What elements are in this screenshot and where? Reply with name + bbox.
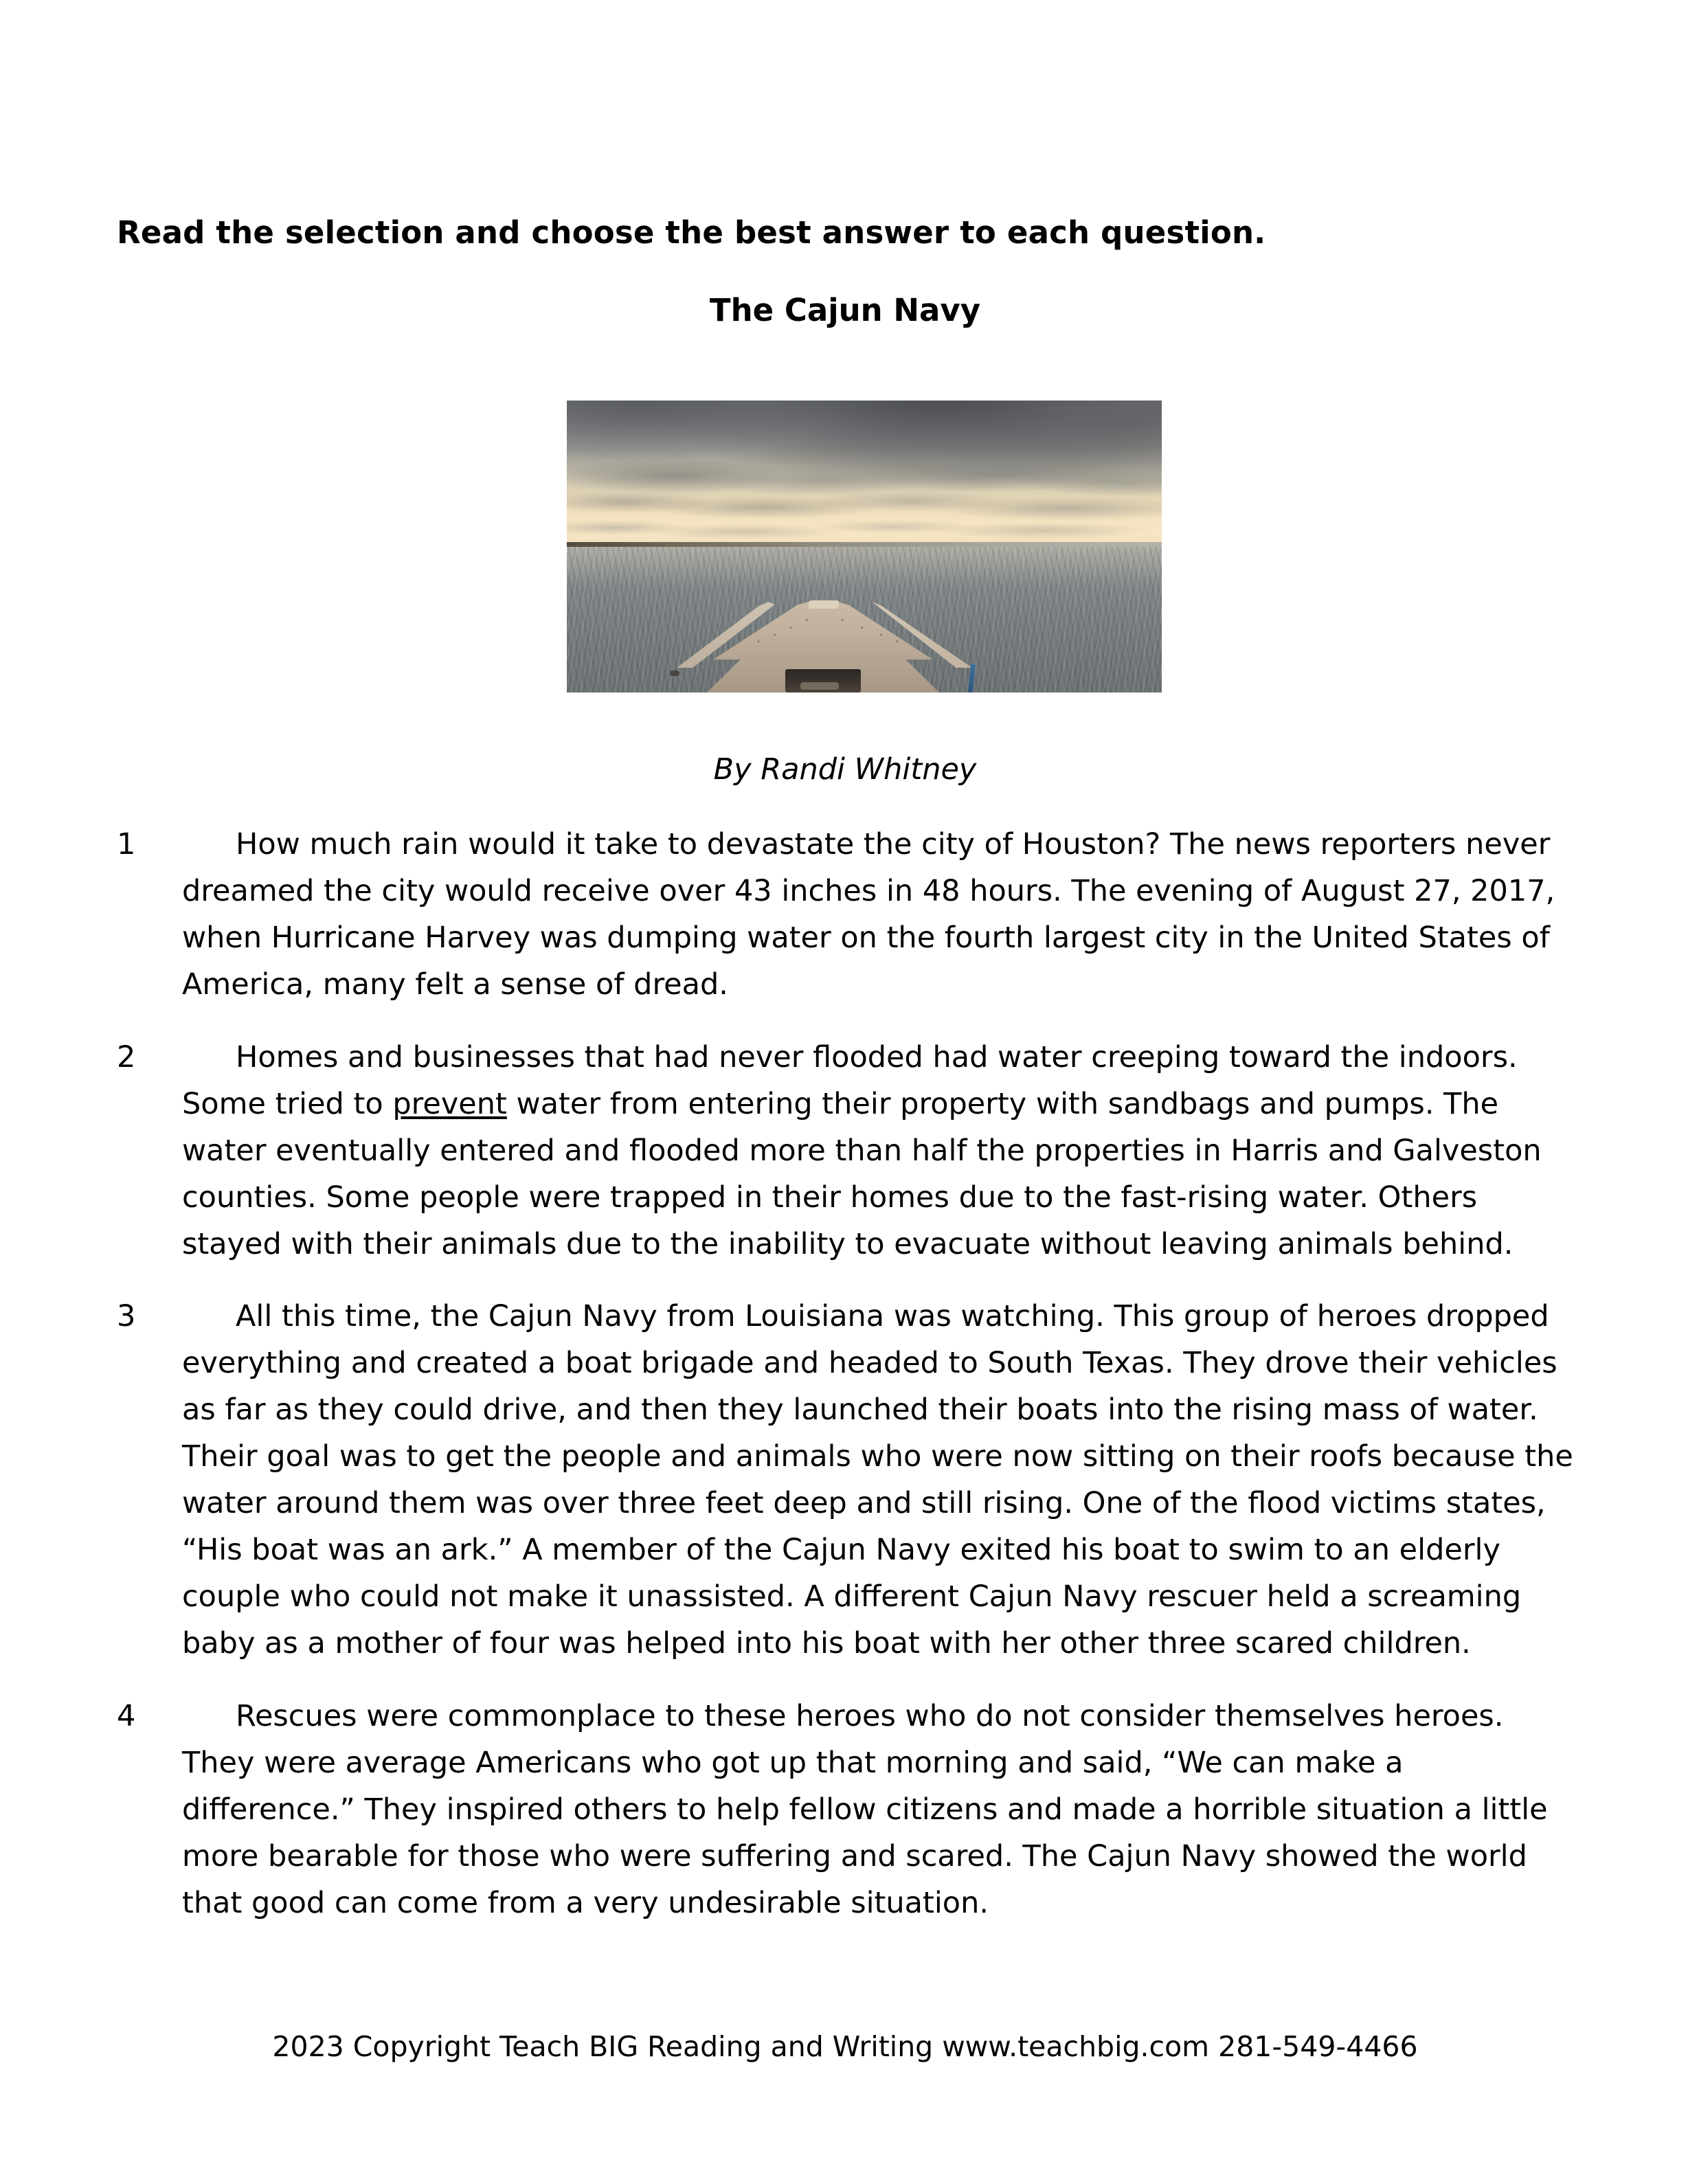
underlined-vocabulary-word: prevent bbox=[392, 1086, 507, 1121]
paragraph-4 bbox=[117, 1693, 1580, 1927]
boat-cleat bbox=[670, 671, 679, 676]
paragraph-text bbox=[182, 822, 1580, 1009]
paragraph-2 bbox=[117, 1035, 1580, 1268]
boat-bow bbox=[567, 599, 1162, 693]
article-body bbox=[117, 822, 1580, 1953]
paragraph-text-before: Rescues were commonplace to these heroes who do not consider themselves heroes. They were average Americans who got up that morning and said, “We can make a difference.” They inspired others to help fellow citizens and made a horrible situation a little more bearable for those who were suffering and scared. The Cajun Navy showed the world that good can come from a very undesirable situation. bbox=[182, 1698, 1548, 1920]
boat-hatch-contents bbox=[800, 682, 839, 690]
paragraph-text-before: All this time, the Cajun Navy from Louisiana was watching. This group of heroes dropped everything and created a boat brigade and headed to South Texas. They drove their vehicles as far as they could drive, and then they launched their boats into the rising mass of water. Their goal was to get the people and animals who were now sitting on their roofs because the water around them was over three feet deep and still rising. One of the flood victims states, “His boat was an ark.” A member of the Cajun Navy exited his boat to swim to an elderly couple who could not make it unassisted. A different Cajun Navy rescuer held a screaming baby as a mother of four was helped into his boat with her other three scared children. bbox=[182, 1299, 1573, 1660]
paragraph-1 bbox=[117, 822, 1580, 1009]
paragraph-text bbox=[182, 1693, 1580, 1927]
page-title: The Cajun Navy bbox=[709, 292, 981, 328]
paragraph-number: 1 bbox=[117, 827, 136, 862]
paragraph-number: 4 bbox=[117, 1698, 136, 1733]
photo-canvas bbox=[567, 401, 1162, 693]
paragraph-text-after: water from entering their property with sandbags and pumps. The water eventually entered and flooded more than half the properties in Harris and Galveston counties. Some people were trapped in their homes due to the fast-rising water. Others stayed with their animals due to the inability to evacuate without leaving animals behind. bbox=[182, 1086, 1542, 1261]
paragraph-text-before: Homes and businesses that had never flooded had water creeping toward the indoors. Some tried to bbox=[182, 1039, 1518, 1121]
paragraph-number: 2 bbox=[117, 1039, 136, 1074]
instruction-heading: Read the selection and choose the best answer to each question. bbox=[117, 214, 1266, 251]
cloud-band-lower bbox=[567, 516, 1162, 542]
boat-bow-cap bbox=[808, 600, 839, 609]
paragraph-3 bbox=[117, 1294, 1580, 1667]
paragraph-number: 3 bbox=[117, 1299, 136, 1334]
paragraph-text bbox=[182, 1035, 1580, 1268]
fishing-rod bbox=[968, 664, 976, 693]
author-byline: By Randi Whitney bbox=[713, 752, 977, 787]
article-photograph bbox=[567, 401, 1162, 693]
paragraph-text-before: How much rain would it take to devastate the city of Houston? The news reporters never dreamed the city would receive over 43 inches in 48 hours. The evening of August 27, 2017, when Hurricane Harvey was dumping water on the fourth largest city in the United States of America, many felt a sense of dread. bbox=[182, 827, 1555, 1002]
boat-rivets bbox=[662, 602, 984, 657]
paragraph-text bbox=[182, 1294, 1580, 1667]
copyright-footer: 2023 Copyright Teach BIG Reading and Writing www.teachbig.com 281-549-4466 bbox=[272, 2030, 1418, 2063]
